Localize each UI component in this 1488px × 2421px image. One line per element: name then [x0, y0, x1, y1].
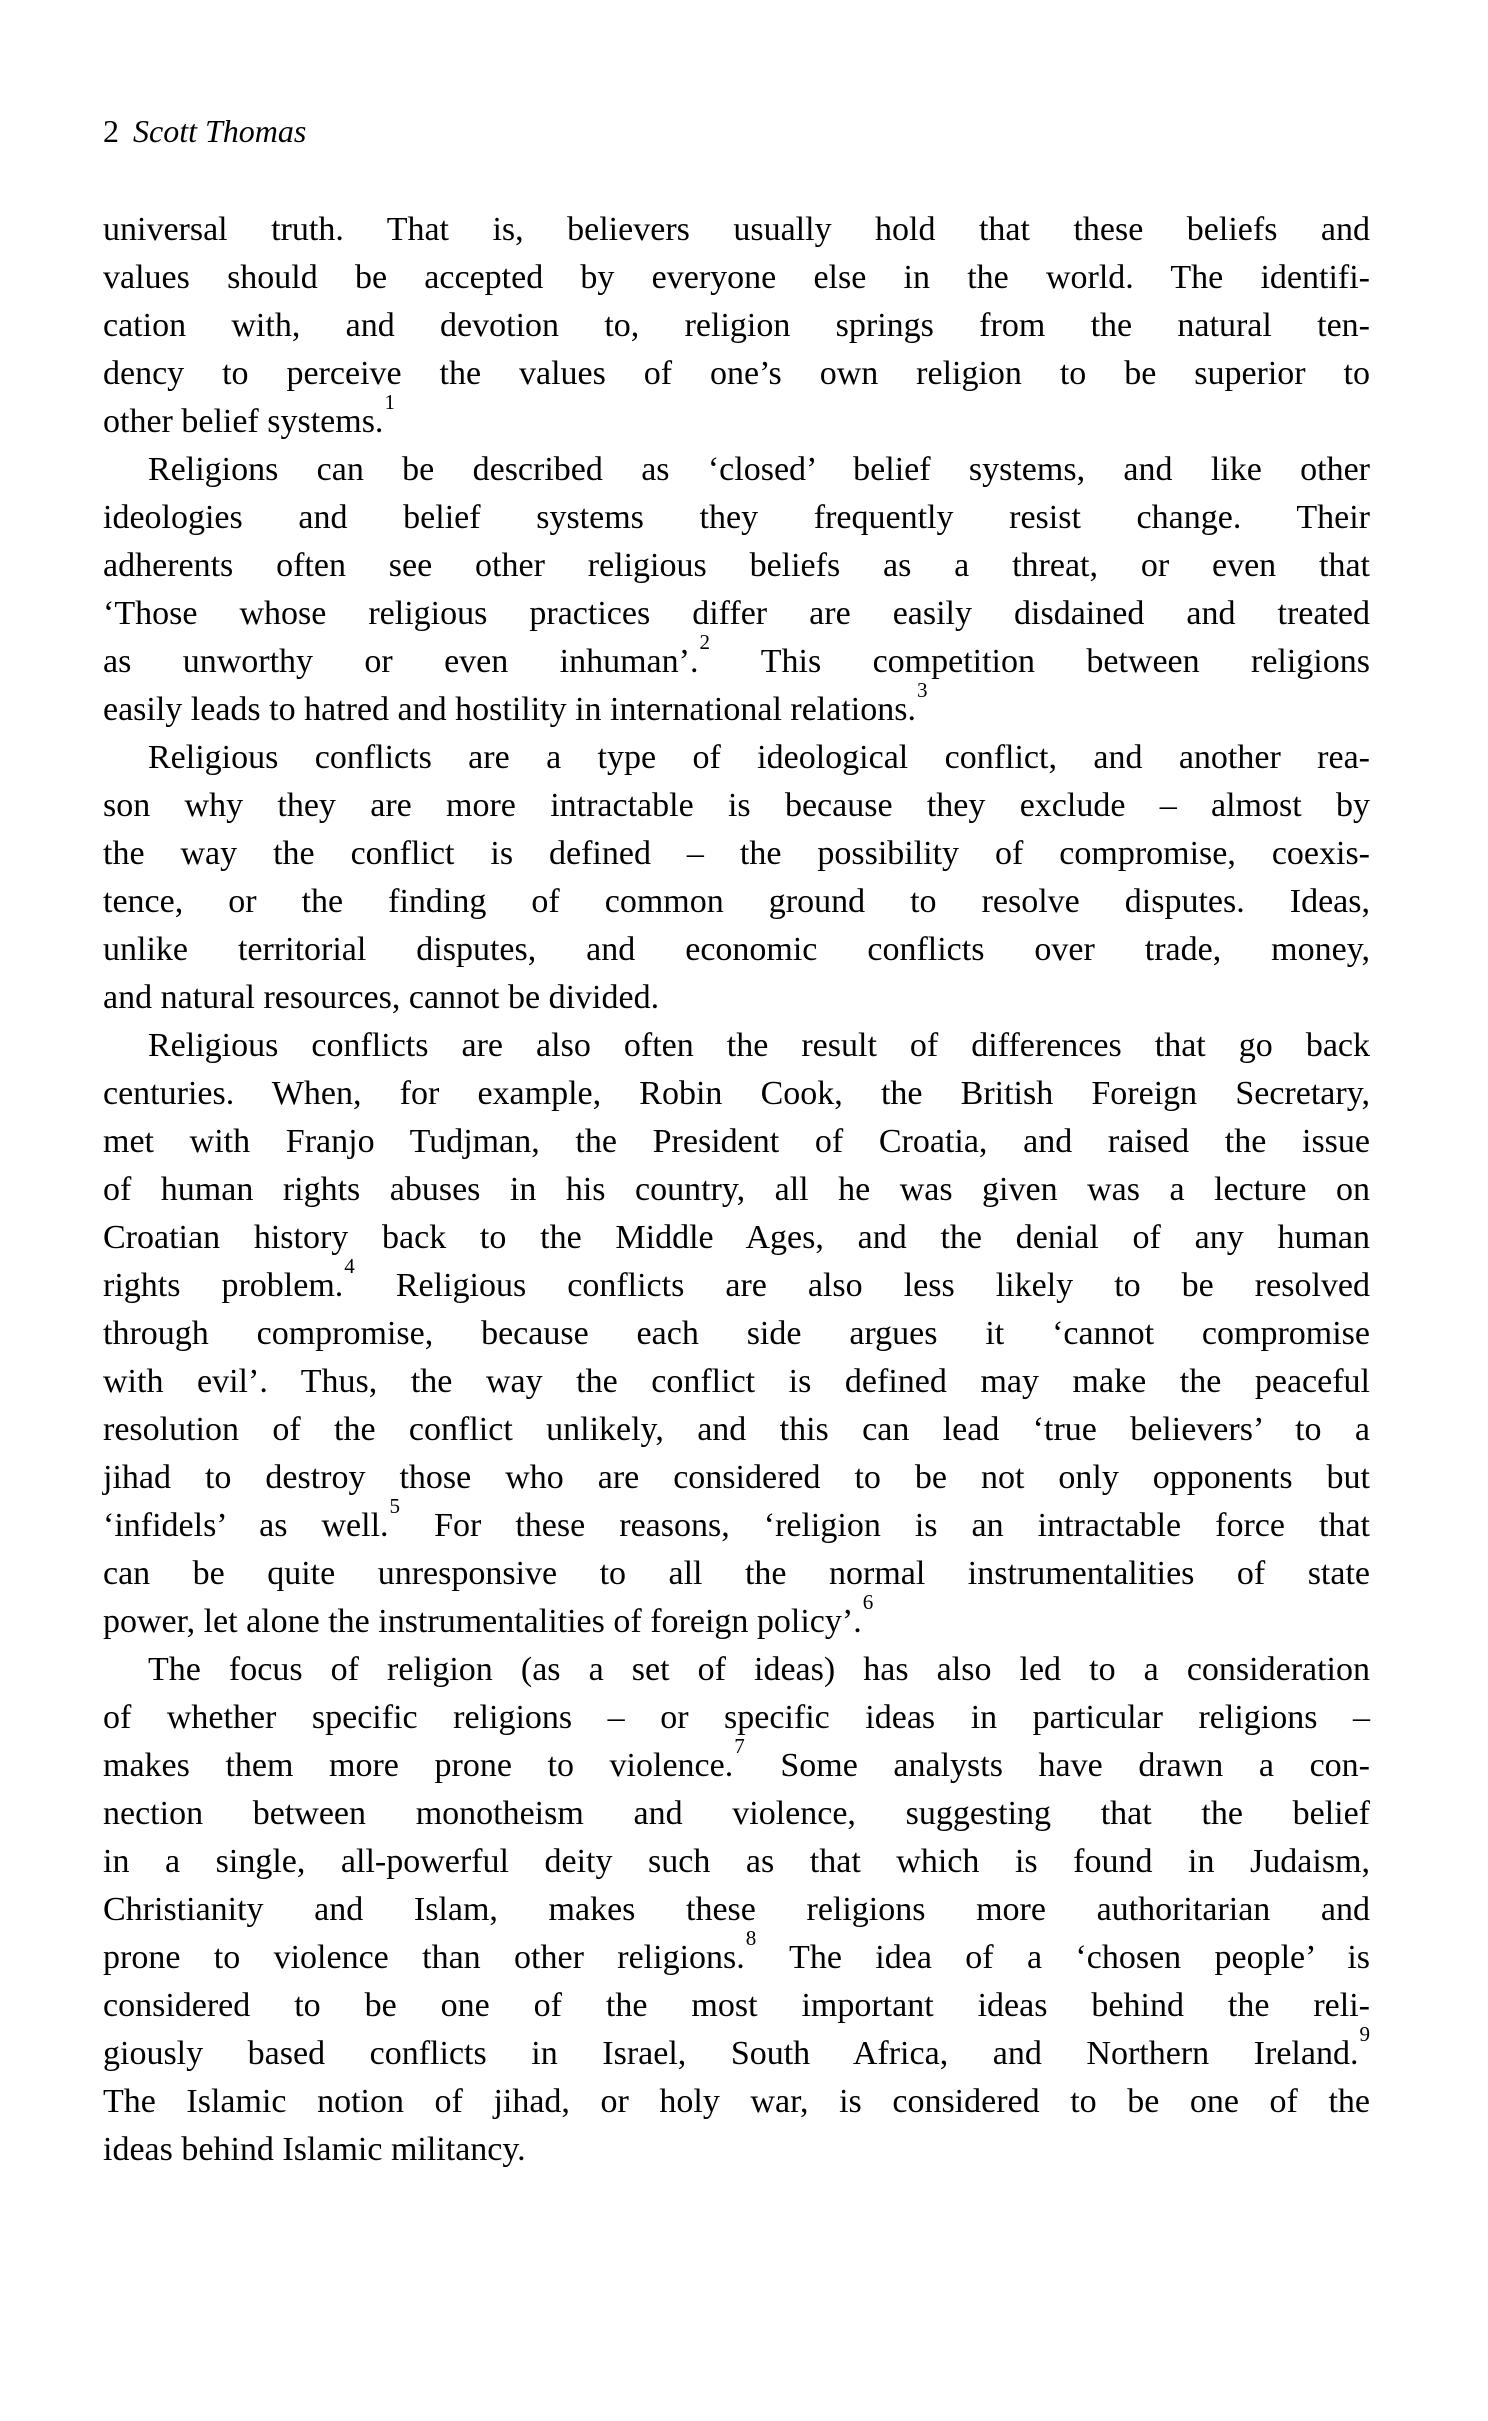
- footnote-reference: 5: [389, 1494, 401, 1519]
- footnote-reference: 2: [699, 630, 710, 655]
- page-header: [103, 114, 306, 148]
- footnote-reference: 7: [734, 1734, 745, 1759]
- paragraph: [103, 734, 1370, 1022]
- text-line: considered to be one of the most important ideas behind the reli-: [103, 1987, 1370, 2024]
- text-line: Croatian history back to the Middle Ages, and the denial of any human: [103, 1219, 1370, 1256]
- footnote-reference: 4: [344, 1254, 355, 1279]
- text-line: the way the conflict is defined – the possibility of compromise, coexis-: [103, 835, 1370, 872]
- footnote-reference: 1: [384, 390, 395, 415]
- running-title: Scott Thomas: [133, 113, 307, 149]
- text-line: Christianity and Islam, makes these religions more authoritarian and: [103, 1891, 1370, 1928]
- text-line: easily leads to hatred and hostility in international relations.$^3$: [103, 678, 928, 728]
- text-line: Religions can be described as ‘closed’ belief systems, and like other: [148, 451, 1370, 488]
- text-line: The focus of religion (as a set of ideas) has also led to a consideration: [148, 1651, 1370, 1688]
- paragraph: [103, 206, 1370, 446]
- text-line: prone to violence than other religions.$^8$ The idea of a ‘chosen people’ is: [103, 1926, 1370, 1976]
- text-line: Religious conflicts are also often the result of differences that go back: [148, 1027, 1370, 1064]
- text-line: power, let alone the instrumentalities of foreign policy’.$^6$: [103, 1590, 874, 1640]
- text-line: and natural resources, cannot be divided.: [103, 979, 660, 1016]
- text-line: ‘Those whose religious practices differ are easily disdained and treated: [103, 595, 1370, 632]
- text-line: in a single, all-powerful deity such as that which is found in Judaism,: [103, 1843, 1370, 1880]
- text-line: as unworthy or even inhuman’.$^2$ This competition between religions: [103, 630, 1370, 680]
- text-line: other belief systems.$^1$: [103, 390, 395, 440]
- text-line: universal truth. That is, believers usually hold that these beliefs and: [103, 211, 1370, 248]
- text-line: ‘infidels’ as well.$^5$ For these reasons, ‘religion is an intractable force that: [103, 1494, 1371, 1544]
- footnote-reference: 6: [862, 1590, 874, 1615]
- text-line: Religious conflicts are a type of ideological conflict, and another rea-: [148, 739, 1370, 776]
- text-line: jihad to destroy those who are considered to be not only opponents but: [103, 1459, 1370, 1496]
- text-line: tence, or the finding of common ground to resolve disputes. Ideas,: [103, 883, 1370, 920]
- paragraph: [103, 1022, 1370, 1646]
- text-line: dency to perceive the values of one’s own religion to be superior to: [103, 355, 1370, 392]
- text-line: can be quite unresponsive to all the normal instrumentalities of state: [103, 1555, 1370, 1592]
- footnote-reference: 9: [1359, 2022, 1370, 2047]
- paragraph: [103, 446, 1370, 734]
- text-line: with evil’. Thus, the way the conflict is defined may make the peaceful: [103, 1363, 1370, 1400]
- body-text: [103, 206, 1370, 2174]
- page-number: 2: [103, 113, 119, 149]
- text-line: unlike territorial disputes, and economic conflicts over trade, money,: [103, 931, 1370, 968]
- text-line: son why they are more intractable is because they exclude – almost by: [103, 787, 1370, 824]
- footnote-reference: 8: [745, 1926, 757, 1951]
- text-line: of human rights abuses in his country, all he was given was a lecture on: [103, 1171, 1370, 1208]
- text-line: resolution of the conflict unlikely, and this can lead ‘true believers’ to a: [103, 1411, 1370, 1448]
- text-line: cation with, and devotion to, religion springs from the natural ten-: [103, 307, 1370, 344]
- text-line: The Islamic notion of jihad, or holy war, is considered to be one of the: [103, 2083, 1370, 2120]
- text-line: ideas behind Islamic militancy.: [103, 2131, 526, 2168]
- text-line: through compromise, because each side argues it ‘cannot compromise: [103, 1315, 1370, 1352]
- text-line: met with Franjo Tudjman, the President of Croatia, and raised the issue: [103, 1123, 1370, 1160]
- footnote-reference: 3: [916, 678, 928, 703]
- text-line: nection between monotheism and violence, suggesting that the belief: [103, 1795, 1370, 1832]
- text-line: giously based conflicts in Israel, South Africa, and Northern Ireland.$^9$: [103, 2022, 1370, 2072]
- text-line: rights problem.$^4$ Religious conflicts are also less likely to be resolved: [103, 1254, 1370, 1304]
- text-line: makes them more prone to violence.$^7$ Some analysts have drawn a con-: [103, 1734, 1370, 1784]
- text-line: adherents often see other religious beliefs as a threat, or even that: [103, 547, 1370, 584]
- text-line: ideologies and belief systems they frequently resist change. Their: [103, 499, 1370, 536]
- text-line: values should be accepted by everyone else in the world. The identifi-: [103, 259, 1370, 296]
- paragraph: [103, 1646, 1370, 2174]
- text-line: centuries. When, for example, Robin Cook, the British Foreign Secretary,: [103, 1075, 1370, 1112]
- text-line: of whether specific religions – or specific ideas in particular religions –: [103, 1699, 1370, 1736]
